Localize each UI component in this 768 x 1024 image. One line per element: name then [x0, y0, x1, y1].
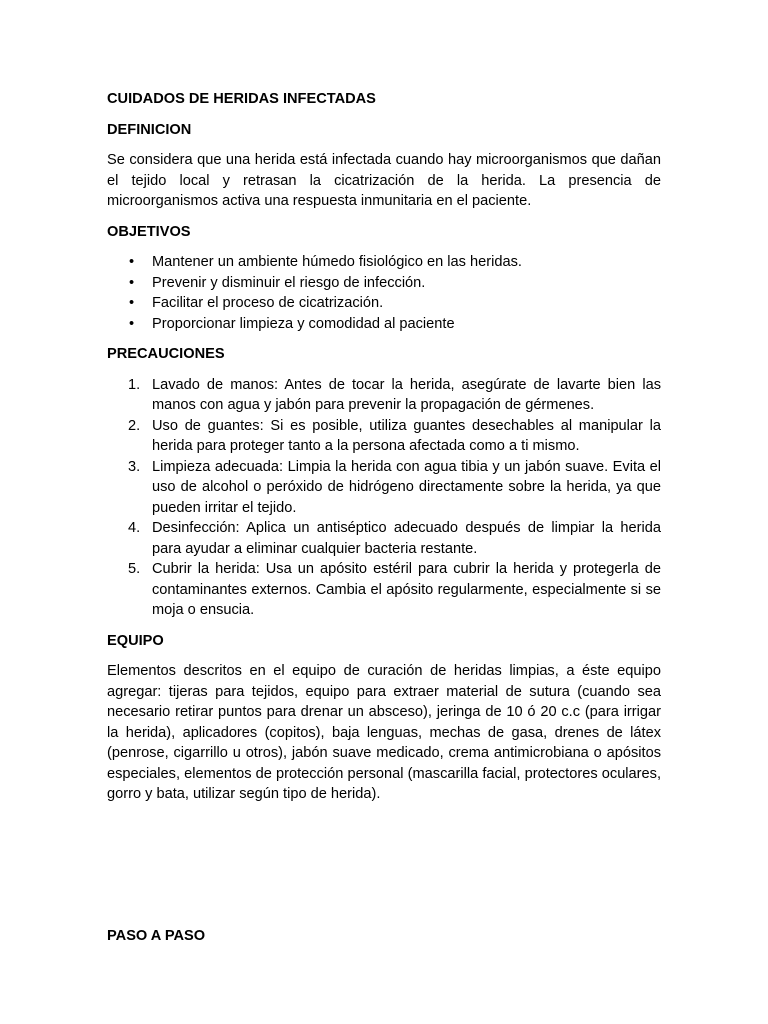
- bullet-icon: •: [129, 254, 135, 270]
- list-item: [107, 375, 661, 416]
- section-heading-objetivos: OBJETIVOS: [107, 223, 191, 240]
- section-heading-equipo: EQUIPO: [107, 632, 164, 649]
- precauciones-list: [107, 375, 661, 621]
- list-item: [107, 559, 661, 621]
- list-item-number: 3.: [128, 458, 141, 475]
- list-item-text: Lavado de manos: Antes de tocar la herida, asegúrate de lavarte bien las manos con agua y jabón para prevenir la propagación de gérmenes.: [152, 376, 661, 413]
- list-item-text: Limpieza adecuada: Limpia la herida con agua tibia y un jabón suave. Evita el uso de alcohol o peróxido de hidrógeno directamente sobre la herida, ya que pueden irritar el tejido.: [152, 458, 661, 516]
- list-item-text: Proporcionar limpieza y comodidad al paciente: [152, 315, 455, 332]
- bullet-icon: •: [129, 295, 135, 311]
- list-item: [107, 273, 661, 294]
- list-item-text: Mantener un ambiente húmedo fisiológico en las heridas.: [152, 254, 522, 270]
- list-item-text: Cubrir la herida: Usa un apósito estéril para cubrir la herida y protegerla de contaminantes externos. Cambia el apósito regularmente, especialmente si se moja o ensucia.: [152, 561, 661, 618]
- list-item: [107, 518, 661, 559]
- bullet-icon: •: [129, 274, 135, 291]
- document-body: [107, 89, 661, 805]
- section-heading-precauciones: PRECAUCIONES: [107, 346, 225, 362]
- list-item-text: Uso de guantes: Si es posible, utiliza guantes desechables al manipular la herida para proteger tanto a la persona afectada como a ti mismo.: [152, 417, 661, 454]
- list-item-number: 5.: [128, 561, 141, 577]
- list-item-text: Facilitar el proceso de cicatrización.: [152, 295, 384, 311]
- bullet-icon: •: [129, 315, 135, 332]
- list-item: [107, 293, 661, 314]
- objetivos-list: [107, 252, 661, 334]
- list-item: [107, 416, 661, 457]
- list-item-text: Desinfección: Aplica un antiséptico adecuado después de limpiar la herida para ayudar a eliminar cualquier bacteria restante.: [152, 520, 661, 557]
- document-title: CUIDADOS DE HERIDAS INFECTADAS: [107, 91, 376, 107]
- list-item: [107, 314, 661, 335]
- definicion-paragraph: Se considera que una herida está infectada cuando hay microorganismos que dañan el tejido local y retrasan la cicatrización de la herida. La presencia de microorganismos activa una respuesta inmunitaria en el paciente.: [107, 152, 661, 209]
- section-heading-definicion: DEFINICION: [107, 121, 192, 138]
- equipo-paragraph: Elementos descritos en el equipo de curación de heridas limpias, a éste equipo agregar: tijeras para tejidos, equipo para extraer material de sutura (cuando sea necesario retirar puntos para drenar un absceso), jeringa de 10 ó 20 c.c (para irrigar la herida), aplicadores (copitos), baja lenguas, mechas de gasa, drenes de látex (penrose, cigarrillo u otros), jabón suave medicado, crema antimicrobiana o apósitos especiales, elementos de protección personal (mascarilla facial, protectores oculares, gorro y bata, utilizar según tipo de herida).: [107, 663, 661, 802]
- list-item-number: 2.: [128, 417, 141, 434]
- list-item-number: 4.: [128, 520, 141, 536]
- list-item: [107, 457, 661, 519]
- list-item-text: Prevenir y disminuir el riesgo de infección.: [152, 274, 426, 291]
- section-heading-paso-a-paso: PASO A PASO: [107, 927, 206, 944]
- list-item: [107, 252, 661, 273]
- list-item-number: 1.: [128, 376, 141, 393]
